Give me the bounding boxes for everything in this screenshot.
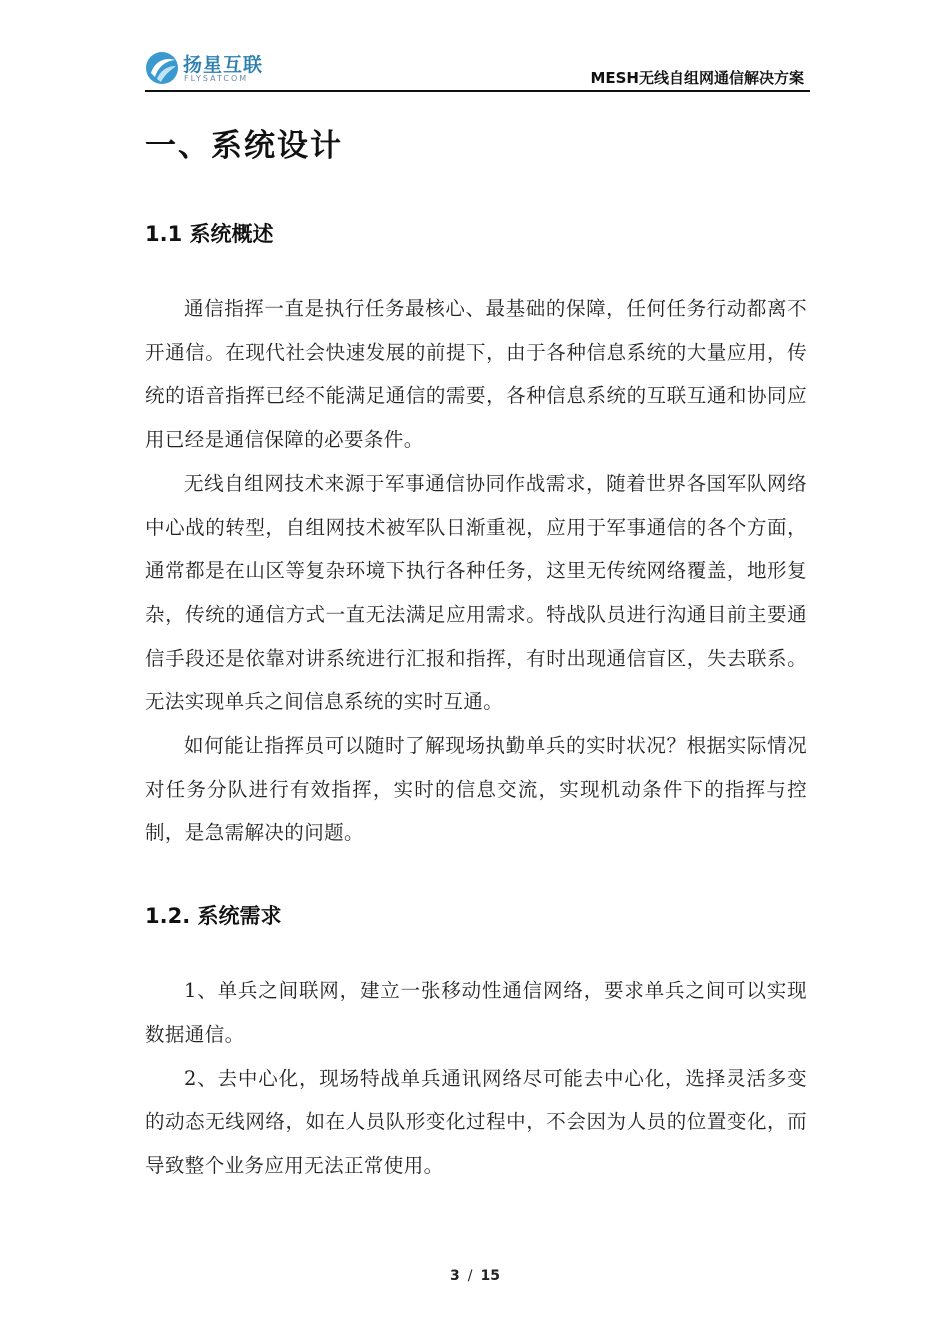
- page-header: [145, 44, 810, 92]
- section-heading-overview: 1.1 系统概述: [145, 222, 274, 246]
- paragraph: 如何能让指挥员可以随时了解现场执勤单兵的实时状况？根据实际情况对任务分队进行有效指挥，实时的信息交流，实现机动条件下的指挥与控制，是急需解决的问题。: [145, 734, 807, 845]
- paragraph: 1、单兵之间联网，建立一张移动性通信网络，要求单兵之间可以实现数据通信。: [145, 979, 807, 1046]
- page-number-total: 15: [480, 1268, 500, 1284]
- document-title: MESH无线自组网通信解决方案: [590, 69, 804, 87]
- paragraph: 2、去中心化，现场特战单兵通讯网络尽可能去中心化，选择灵活多变的动态无线网络，如在人员队形变化过程中，不会因为人员的位置变化，而导致整个业务应用无法正常使用。: [145, 1066, 807, 1177]
- company-logo: [145, 46, 285, 86]
- logo-text-cn: 扬星互联: [183, 54, 264, 76]
- section-body-overview: [145, 287, 807, 855]
- chapter-title: 一、系统设计: [145, 128, 343, 164]
- page-footer: [0, 1268, 950, 1284]
- paragraph: 通信指挥一直是执行任务最核心、最基础的保障，任何任务行动都离不开通信。在现代社会快速发展的前提下，由于各种信息系统的大量应用，传统的语音指挥已经不能满足通信的需要，各种信息系统的互联互通和协同应用已经是通信保障的必要条件。: [145, 297, 807, 452]
- section-heading-requirements: 1.2. 系统需求: [145, 904, 282, 929]
- paragraph: 无线自组网技术来源于军事通信协同作战需求，随着世界各国军队网络中心战的转型，自组网技术被军队日渐重视，应用于军事通信的各个方面，通常都是在山区等复杂环境下执行各种任务，这里无传统网络覆盖，地形复杂，传统的通信方式一直无法满足应用需求。特战队员进行沟通目前主要通信手段还是依靠对讲系统进行汇报和指挥，有时出现通信盲区，失去联系。无法实现单兵之间信息系统的实时互通。: [145, 471, 807, 714]
- page-number-separator: /: [467, 1268, 473, 1284]
- page-number-current: 3: [450, 1268, 460, 1284]
- page-content: [145, 118, 807, 1188]
- logo-text-en: FLYSATCOM: [184, 74, 249, 83]
- section-body-requirements: [145, 969, 807, 1188]
- logo-icon: [145, 51, 179, 85]
